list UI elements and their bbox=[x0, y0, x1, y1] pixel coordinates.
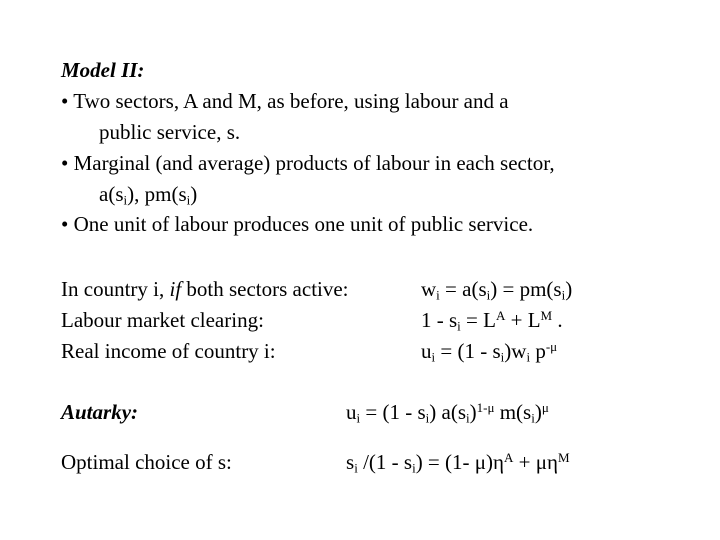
optimal-choice-label: Optimal choice of s: bbox=[61, 450, 232, 474]
bullet-two-sectors-cont: public service, s. bbox=[99, 120, 241, 144]
autarky-equation: $u_i = (1 - s_i)$ $a(s_i)^{1-\mu}$ $m(s_i)^\mu$ bbox=[346, 399, 549, 426]
bullet-marginal-products-cont: $a(s_i)$, $pm(s_i)$ bbox=[99, 182, 198, 208]
autarky-label: Autarky: bbox=[61, 400, 139, 424]
real-income-label: Real income of country i: bbox=[61, 339, 276, 363]
bullet-two-sectors: • Two sectors, A and M, as before, using labour and a bbox=[61, 89, 509, 113]
bullet-labour-public-service: • One unit of labour produces one unit of public service. bbox=[61, 212, 534, 236]
optimal-choice-equation: $s_i$ $/(1 - s_i) = (1-$ $\mu)\eta^A + \mu\eta^M$ bbox=[346, 449, 570, 476]
model-title: Model II: bbox=[61, 58, 145, 82]
bullet-marginal-products: • Marginal (and average) products of labour in each sector, bbox=[61, 151, 555, 175]
wage-equation: $w_i = a(s_i) = pm(s_i)$ bbox=[421, 277, 573, 303]
country-active-label: In country i, if both sectors active: bbox=[61, 277, 349, 301]
labour-market-label: Labour market clearing: bbox=[61, 308, 264, 332]
real-income-equation: $u_i = (1 - s_i)w_i$ $p^{-\mu}$ bbox=[421, 338, 558, 365]
labour-market-equation: $1 - s_i = L^A + L^M$ . bbox=[421, 307, 563, 334]
